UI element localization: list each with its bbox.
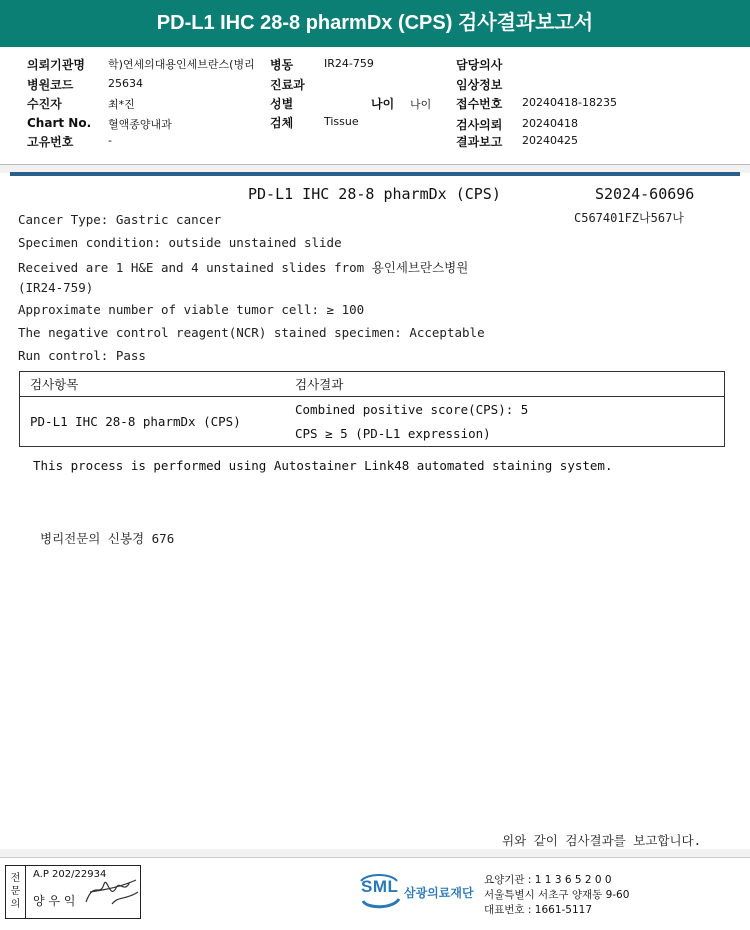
value-chart-no: 혈액종양내과 <box>108 118 172 131</box>
label-department: 진료과 <box>270 78 305 92</box>
header-test-item: 검사항목 <box>20 372 286 397</box>
stamp-id: A.P 202/22934 <box>33 869 107 880</box>
handwritten-signature <box>82 870 142 910</box>
cell-result-cps: Combined positive score(CPS): 5 <box>285 397 725 422</box>
report-test-name: PD-L1 IHC 28-8 pharmDx (CPS) <box>248 185 501 203</box>
org-info-address: 서울특별시 서초구 양재동 9-60 <box>484 889 630 901</box>
cell-result-expression: CPS ≥ 5 (PD-L1 expression) <box>285 422 725 447</box>
line-viable-cells: Approximate number of viable tumor cell: ≥ 100 <box>18 302 365 317</box>
org-name: 삼광의료재단 <box>404 886 474 900</box>
org-info-code: 요양기관 : 1 1 3 6 5 2 0 0 <box>484 874 612 886</box>
value-unique-no: - <box>108 134 112 147</box>
report-title: PD-L1 IHC 28-8 pharmDx (CPS) 검사결과보고서 <box>0 0 750 47</box>
line-ncr: The negative control reagent(NCR) stained specimen: Acceptable <box>18 325 485 340</box>
value-hospital-code: 25634 <box>108 77 143 90</box>
label-patient: 수진자 <box>27 97 62 111</box>
stamp-label-box <box>6 866 26 918</box>
label-request-date: 검사의뢰 <box>456 118 503 132</box>
label-institution: 의뢰기관명 <box>27 58 85 72</box>
line-specimen-condition: Specimen condition: outside unstained slide <box>18 235 342 250</box>
value-report-date: 20240425 <box>522 134 578 147</box>
value-ward: IR24-759 <box>324 57 374 70</box>
label-ward: 병동 <box>270 58 294 72</box>
label-receipt-no: 접수번호 <box>456 97 503 111</box>
process-note: This process is performed using Autostainer Link48 automated staining system. <box>33 458 613 473</box>
header-info <box>0 47 750 165</box>
line-received: Received are 1 H&E and 4 unstained slides from 용인세브란스병원 <box>18 260 469 275</box>
line-cancer-type: Cancer Type: Gastric cancer <box>18 212 222 227</box>
label-report-date: 결과보고 <box>456 135 503 149</box>
label-chart-no: Chart No. <box>27 116 92 130</box>
label-sex: 성별 <box>270 97 294 111</box>
stamp-name: 양 우 익 <box>33 894 76 908</box>
label-age: 나이 <box>371 97 395 111</box>
label-clinical-info: 임상정보 <box>456 78 503 92</box>
label-specimen: 검체 <box>270 116 294 130</box>
report-divider <box>10 172 740 176</box>
label-hospital-code: 병원코드 <box>27 78 74 92</box>
logo-text: SML <box>361 877 399 896</box>
line-ref: (IR24-759) <box>18 280 94 295</box>
org-info-phone: 대표번호 : 1661-5117 <box>484 904 593 916</box>
stamp-label: 전문의 <box>10 873 21 910</box>
footer <box>0 857 750 930</box>
pathologist-signature: 병리전문의 신봉경 676 <box>40 531 175 546</box>
result-table <box>19 371 725 447</box>
cell-test-item: PD-L1 IHC 28-8 pharmDx (CPS) <box>20 397 286 447</box>
label-unique-no: 고유번호 <box>27 135 74 149</box>
value-specimen: Tissue <box>324 115 359 128</box>
value-receipt-no: 20240418-18235 <box>522 96 617 109</box>
value-request-date: 20240418 <box>522 117 578 130</box>
value-institution: 학)연세의대용인세브란스(병리 <box>108 58 255 71</box>
physician-stamp <box>5 865 141 919</box>
closing-statement: 위와 같이 검사결과를 보고합니다. <box>502 833 702 848</box>
header-test-result: 검사결과 <box>285 372 725 397</box>
report-code: C567401FZ나567나 <box>574 211 684 225</box>
label-doctor: 담당의사 <box>456 58 503 72</box>
report-serial: S2024-60696 <box>595 185 695 203</box>
value-age: 나이 <box>410 98 432 111</box>
footer-gap <box>0 849 750 857</box>
line-run-control: Run control: Pass <box>18 348 146 363</box>
value-patient: 최*진 <box>108 98 135 111</box>
